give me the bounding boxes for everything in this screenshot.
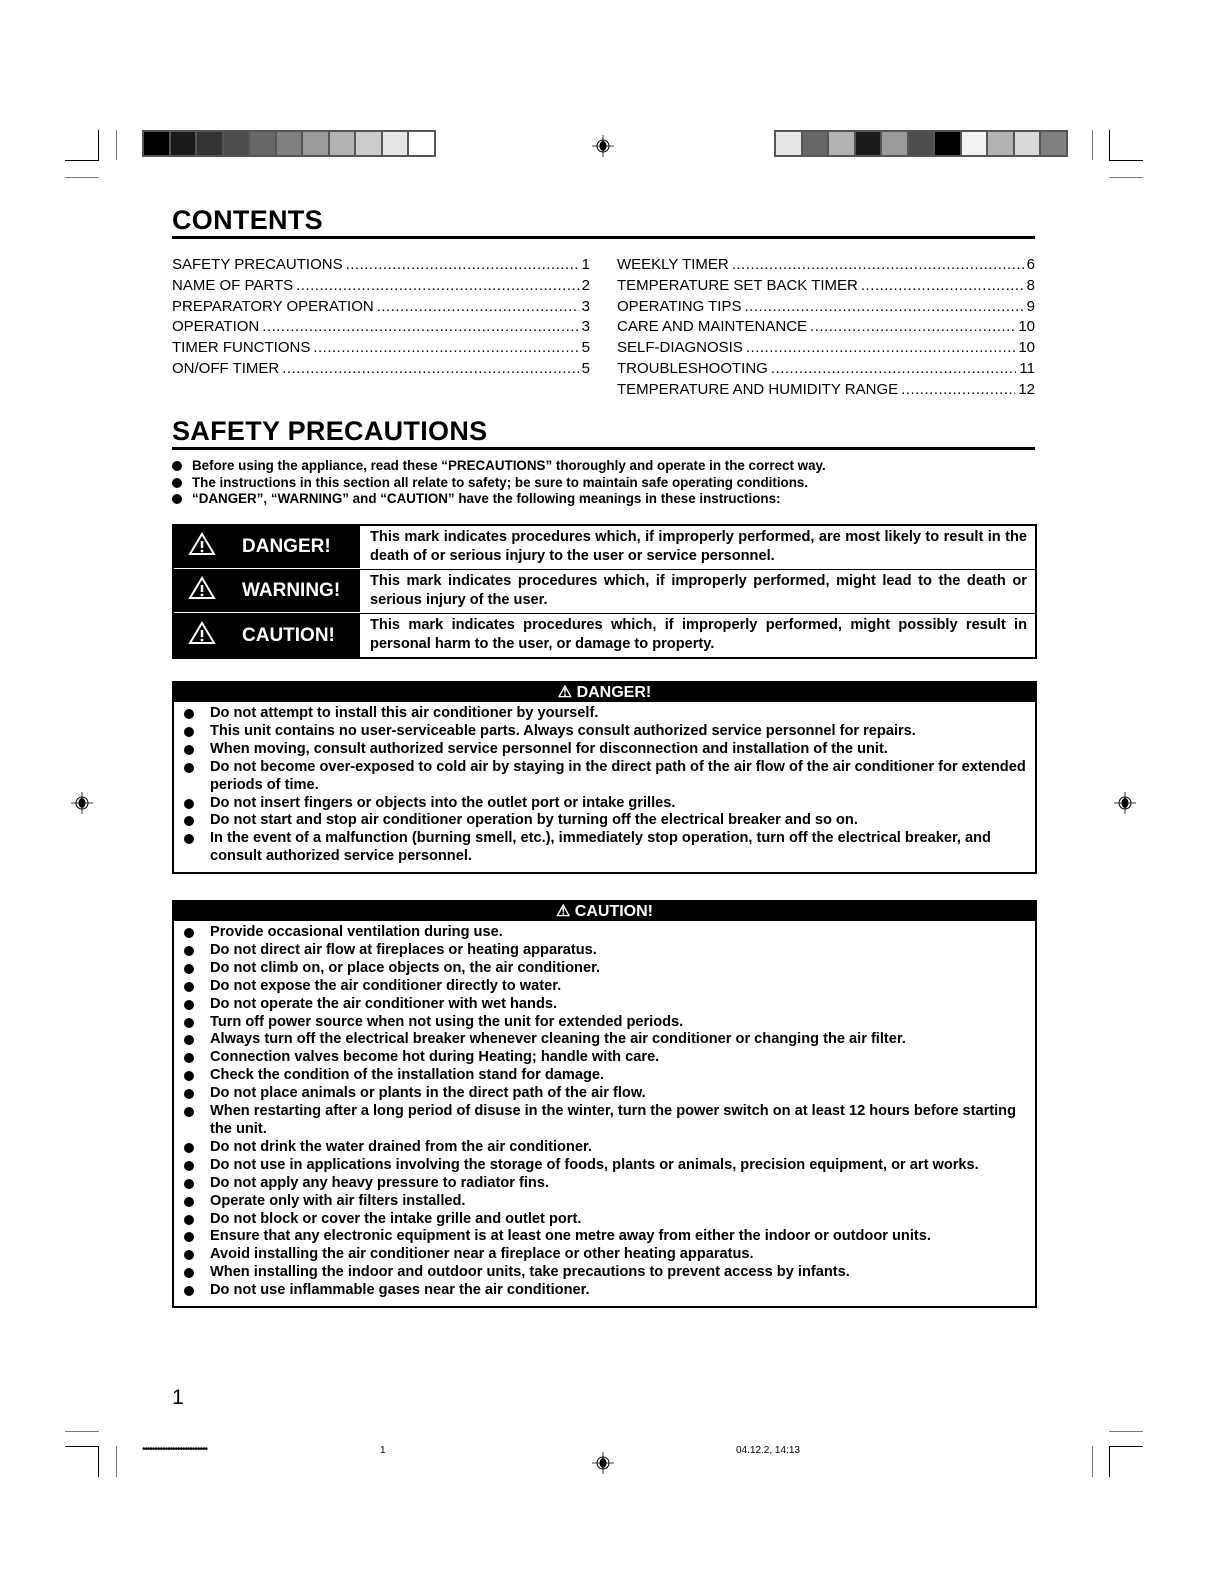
danger-item-text: Do not insert fingers or objects into the outlet port or intake grilles. [210,794,676,811]
intro-text: The instructions in this section all relate to safety; be sure to maintain safe operating conditions. [192,474,809,490]
color-swatch [1015,132,1042,155]
color-swatch [171,132,198,155]
caution-item-text: Avoid installing the air conditioner near a fireplace or other heating apparatus. [210,1246,754,1263]
meaning-label-cell [174,570,360,613]
color-swatch [383,132,410,155]
toc-page: 10 [1018,339,1035,357]
bullet-icon [184,834,194,844]
bullet-icon [184,1286,194,1296]
meaning-text: This mark indicates procedures which, if improperly performed, are most likely to result in the death of or serious injury to the user or service personnel. [370,529,1027,564]
caution-item [182,1139,1027,1157]
meaning-label-cell [174,614,360,657]
caution-item [182,1067,1027,1085]
color-calibration-bar-left [142,130,436,157]
caution-item [182,1228,1027,1246]
meaning-label: WARNING! [242,580,341,601]
danger-title: DANGER! [576,684,652,701]
warning-triangle-icon [174,532,242,562]
caution-item-text: Turn off power source when not using the unit for extended periods. [210,1013,684,1030]
caution-item-text: Do not climb on, or place objects on, the air conditioner. [210,959,601,976]
toc-entry[interactable] [172,360,590,381]
toc-right-column [617,256,1035,402]
intro-text: Before using the appliance, read these “PRECAUTIONS” thoroughly and operate in the correct way. [192,458,826,473]
caution-item [182,1031,1027,1049]
bullet-icon [184,982,194,992]
danger-header [174,683,1035,702]
bullet-icon [172,478,182,488]
toc-label: NAME OF PARTS [172,276,294,294]
danger-item [182,741,1027,759]
registration-mark-icon [1114,792,1136,814]
caution-item [182,942,1027,960]
color-swatch [776,132,803,155]
color-calibration-bar-right [774,130,1068,157]
crop-mark [1109,130,1110,160]
intro-item [172,458,826,475]
crop-mark [65,1431,99,1432]
registration-mark-icon [592,135,614,157]
toc-entry[interactable] [617,318,1035,339]
caution-item [182,1157,1027,1175]
toc-entry[interactable] [172,298,590,319]
dot-leader [901,381,1015,398]
caution-item-text: Provide occasional ventilation during use. [210,924,503,940]
caution-box [172,900,1037,1308]
meaning-label: CAUTION! [242,624,335,646]
bullet-icon [184,1268,194,1278]
bullet-icon [184,1143,194,1153]
bullet-icon [184,709,194,719]
intro-text: “DANGER”, “WARNING” and “CAUTION” have the following meanings in these instructions: [192,491,781,507]
caution-item-text: Do not expose the air conditioner directly to water. [210,977,562,994]
toc-page: 2 [581,276,590,294]
color-swatch [962,132,989,155]
bullet-icon [184,1197,194,1207]
dot-leader [262,318,578,335]
bullet-icon [184,928,194,938]
toc-entry[interactable] [617,360,1035,381]
bullet-icon [184,1071,194,1081]
divider [172,447,1035,450]
toc-entry[interactable] [617,381,1035,402]
toc-page: 8 [1026,276,1035,294]
dot-leader [346,256,579,273]
toc-entry[interactable] [172,277,590,298]
bullet-icon [184,816,194,826]
bullet-icon [184,1232,194,1242]
color-swatch [330,132,357,155]
caution-item-text: Do not operate the air conditioner with wet hands. [210,995,558,1012]
bullet-icon [184,763,194,773]
bullet-icon [184,1161,194,1171]
caution-item [182,1246,1027,1264]
footer-timestamp: 04.12.2, 14:13 [736,1445,800,1456]
bullet-icon [172,494,182,504]
dot-leader [313,339,578,356]
dot-leader [746,339,1015,356]
caution-item [182,978,1027,996]
footer-dots: •••••••••••••••••••••••••• [142,1444,208,1455]
caution-item [182,996,1027,1014]
danger-list [174,702,1035,872]
caution-item [182,1103,1027,1139]
danger-item-text: Do not start and stop air conditioner operation by turning off the electrical breaker and so on. [210,812,858,829]
caution-item-text: Do not drink the water drained from the air conditioner. [210,1138,592,1155]
crop-mark [98,1446,99,1477]
caution-item [182,1282,1027,1300]
color-swatch [197,132,224,155]
color-swatch [882,132,909,155]
caution-item-text: Do not use inflammable gases near the air conditioner. [210,1282,590,1299]
toc-page: 9 [1026,297,1035,315]
caution-item-text: When installing the indoor and outdoor units, take precautions to prevent access by infants. [210,1264,850,1281]
color-swatch [224,132,251,155]
bullet-icon [184,1089,194,1099]
danger-item [182,723,1027,741]
toc-page: 6 [1026,256,1035,273]
color-swatch [1041,132,1066,155]
meaning-text: This mark indicates procedures which, if improperly performed, might possibly result in personal harm to the user, or damage to property. [370,617,1027,652]
caution-item [182,1049,1027,1067]
crop-mark [1109,1446,1110,1477]
toc-label: TEMPERATURE SET BACK TIMER [617,276,858,294]
toc-label: OPERATION [172,318,260,336]
crop-mark [1109,177,1143,178]
danger-item [182,812,1027,830]
warning-triangle-icon [174,576,242,606]
toc-entry[interactable] [617,339,1035,360]
registration-mark-icon [71,792,93,814]
danger-item [182,759,1027,795]
page-number: 1 [172,1386,184,1409]
bullet-icon [184,1179,194,1189]
toc-page: 3 [581,318,590,336]
crop-mark [1092,1446,1093,1477]
caution-item-text: Do not direct air flow at fireplaces or heating apparatus. [210,941,597,958]
caution-item-text: Do not use in applications involving the storage of foods, plants or animals, precision equipment, or art works. [210,1156,979,1173]
toc-entry[interactable] [617,256,1035,277]
danger-box [172,681,1037,874]
toc-label: WEEKLY TIMER [617,256,729,273]
bullet-icon [184,745,194,755]
bullet-icon [184,1215,194,1225]
toc-entry[interactable] [172,256,590,277]
toc-page: 10 [1018,318,1035,336]
dot-leader [810,318,1015,335]
meaning-row [174,570,1035,614]
toc-label: CARE AND MAINTENANCE [617,318,808,336]
bullet-icon [184,1107,194,1117]
toc-page: 5 [581,359,590,377]
meaning-label-cell [174,526,360,569]
bullet-icon [184,1250,194,1260]
caution-list [174,921,1035,1306]
danger-item-text: When moving, consult authorized service personnel for disconnection and installation of the unit. [210,740,888,757]
crop-mark [1109,1446,1143,1447]
bullet-icon [184,1035,194,1045]
crop-mark [116,1446,117,1477]
toc-entry[interactable] [617,298,1035,319]
color-swatch [409,132,434,155]
toc-entry[interactable] [617,277,1035,298]
intro-list [172,458,826,508]
toc-label: TROUBLESHOOTING [617,359,768,377]
caution-header [174,902,1035,921]
crop-mark [65,1446,99,1447]
crop-mark [1109,1431,1143,1432]
dot-leader [282,360,578,377]
dot-leader [744,298,1023,315]
bullet-icon [172,461,182,471]
crop-mark [65,160,99,161]
color-swatch [856,132,883,155]
meaning-row [174,526,1035,570]
crop-mark [1109,160,1143,161]
caution-title: CAUTION! [574,903,653,920]
danger-item [182,705,1027,723]
danger-item [182,830,1027,866]
dot-leader [771,360,1017,377]
divider [172,236,1035,239]
symbol-meaning-table [172,524,1037,659]
toc-page: 5 [581,339,590,357]
meaning-row [174,614,1035,657]
caution-item-text: Do not block or cover the intake grille and outlet port. [210,1210,582,1227]
caution-item-text: Do not apply any heavy pressure to radiator fins. [210,1174,549,1191]
toc-label: TEMPERATURE AND HUMIDITY RANGE [617,380,899,398]
toc-entry[interactable] [172,339,590,360]
danger-item-text: This unit contains no user-serviceable parts. Always consult authorized service personnel for repairs. [210,722,916,739]
bullet-icon [184,964,194,974]
toc-page: 3 [581,297,590,315]
toc-label: OPERATING TIPS [617,297,742,315]
caution-item [182,1085,1027,1103]
caution-item-text: Ensure that any electronic equipment is at least one metre away from either the indoor or outdoor units. [210,1228,931,1245]
toc-label: PREPARATORY OPERATION [172,297,374,315]
toc-left-column [172,256,590,381]
dot-leader [732,256,1024,273]
intro-item [172,491,826,508]
toc-label: TIMER FUNCTIONS [172,339,311,357]
danger-item-text: Do not attempt to install this air conditioner by yourself. [210,705,599,721]
crop-mark [98,130,99,160]
color-swatch [829,132,856,155]
meaning-text: This mark indicates procedures which, if improperly performed, might lead to the death or serious injury of the user. [370,573,1027,608]
contents-title: CONTENTS [172,205,323,235]
intro-item [172,475,826,492]
color-swatch [250,132,277,155]
caution-item [182,1014,1027,1032]
danger-item [182,795,1027,813]
caution-item [182,1175,1027,1193]
danger-item-text: In the event of a malfunction (burning smell, etc.), immediately stop operation, turn off the electrical breaker, and consult authorized service personnel. [210,830,991,865]
warning-triangle-icon: ⚠ [555,903,571,920]
bullet-icon [184,727,194,737]
caution-item-text: Do not place animals or plants in the direct path of the air flow. [210,1085,646,1102]
caution-item-text: Connection valves become hot during Heating; handle with care. [210,1049,660,1066]
safety-title: SAFETY PRECAUTIONS [172,416,488,446]
toc-page: 12 [1018,380,1035,398]
dot-leader [861,277,1024,294]
color-swatch [803,132,830,155]
color-swatch [277,132,304,155]
caution-item-text: Always turn off the electrical breaker whenever cleaning the air conditioner or changing the air filter. [210,1031,906,1048]
bullet-icon [184,1000,194,1010]
crop-mark [116,130,117,160]
toc-label: ON/OFF TIMER [172,359,280,377]
warning-triangle-icon [174,621,242,651]
caution-item [182,1193,1027,1211]
color-swatch [144,132,171,155]
caution-item-text: Check the condition of the installation stand for damage. [210,1067,605,1084]
bullet-icon [184,946,194,956]
color-swatch [988,132,1015,155]
caution-item-text: When restarting after a long period of disuse in the winter, turn the power switch on at least 12 hours before starting the unit. [210,1103,1017,1137]
caution-item-text: Operate only with air filters installed. [210,1192,466,1209]
dot-leader [296,277,579,294]
crop-mark [65,177,99,178]
bullet-icon [184,1053,194,1063]
warning-triangle-icon: ⚠ [557,684,573,701]
toc-entry[interactable] [172,318,590,339]
meaning-label: DANGER! [242,536,331,557]
caution-item [182,960,1027,978]
caution-item [182,1211,1027,1229]
color-swatch [909,132,936,155]
toc-page: 11 [1019,359,1035,377]
bullet-icon [184,799,194,809]
crop-mark [1092,130,1093,160]
bullet-icon [184,1018,194,1028]
color-swatch [303,132,330,155]
toc-label: SAFETY PRECAUTIONS [172,256,343,273]
dot-leader [377,298,579,315]
footer-page: 1 [380,1445,386,1456]
registration-mark-icon [592,1452,614,1474]
toc-page: 1 [581,256,590,273]
color-swatch [356,132,383,155]
danger-item-text: Do not become over-exposed to cold air by staying in the direct path of the air flow of the air conditioner for extended periods of time. [210,758,1026,793]
caution-item [182,924,1027,942]
caution-item [182,1264,1027,1282]
color-swatch [935,132,962,155]
toc-label: SELF-DIAGNOSIS [617,339,743,357]
